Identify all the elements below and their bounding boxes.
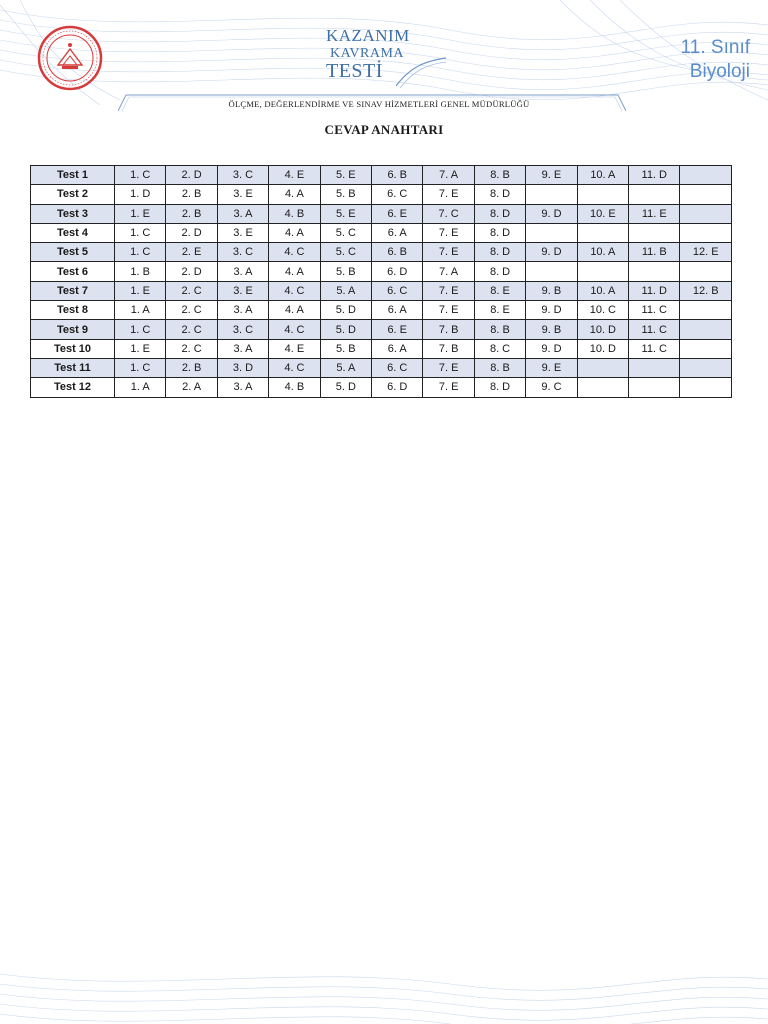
answer-cell: 7. B [423,320,474,339]
answer-cell [680,185,732,204]
agency-title: ÖLÇME, DEĞERLENDİRME VE SINAV HİZMETLERİ GENEL MÜDÜRLÜĞÜ [228,99,530,109]
answer-cell: 6. B [372,243,423,262]
answer-cell: 8. C [474,339,525,358]
answer-cell: 2. B [166,204,217,223]
answer-cell: 5. E [320,204,371,223]
logo-line-2: KAVRAMA [330,46,405,61]
answer-cell: 7. E [423,378,474,397]
answer-cell [577,378,628,397]
answer-cell: 1. D [115,185,166,204]
answer-cell: 3. E [217,185,268,204]
answer-cell: 8. B [474,166,525,185]
answer-cell: 8. D [474,378,525,397]
answer-cell: 9. D [526,301,577,320]
answer-cell: 1. E [115,281,166,300]
answer-cell: 8. D [474,243,525,262]
test-name-cell: Test 7 [31,281,115,300]
answer-cell: 7. A [423,166,474,185]
answer-cell: 6. A [372,223,423,242]
table-row [31,378,732,397]
answer-cell: 2. C [166,320,217,339]
answer-cell: 4. C [269,358,320,377]
answer-cell: 1. E [115,204,166,223]
answer-cell [577,358,628,377]
kazanim-kavrama-testi-logo [326,26,446,94]
answer-cell [680,166,732,185]
logo-line-3: TESTİ [326,60,383,82]
grade-subject-block [646,36,750,84]
answer-cell [577,185,628,204]
answer-cell: 10. A [577,166,628,185]
answer-cell: 11. D [629,281,680,300]
answer-cell: 2. C [166,301,217,320]
test-name-cell: Test 4 [31,223,115,242]
test-name-cell: Test 8 [31,301,115,320]
answer-cell: 1. E [115,339,166,358]
table-row [31,185,732,204]
answer-cell: 9. B [526,281,577,300]
table-row [31,339,732,358]
answer-cell: 6. D [372,262,423,281]
answer-cell: 3. D [217,358,268,377]
answer-cell [629,378,680,397]
answer-cell: 5. A [320,358,371,377]
answer-cell: 4. C [269,281,320,300]
answer-cell: 3. C [217,243,268,262]
footer-wave-background [0,964,768,1024]
answer-key-body [31,166,732,398]
answer-cell: 12. B [680,281,732,300]
answer-cell: 7. E [423,185,474,204]
answer-cell: 1. A [115,378,166,397]
table-row [31,262,732,281]
answer-cell: 8. E [474,301,525,320]
table-row [31,223,732,242]
answer-cell: 4. C [269,320,320,339]
answer-cell [680,378,732,397]
answer-cell: 5. B [320,185,371,204]
answer-cell: 11. E [629,204,680,223]
page-title: CEVAP ANAHTARI [324,122,444,137]
answer-cell: 7. C [423,204,474,223]
test-name-cell: Test 1 [31,166,115,185]
test-name-cell: Test 5 [31,243,115,262]
answer-cell: 2. D [166,166,217,185]
answer-cell: 4. B [269,204,320,223]
answer-cell: 5. C [320,243,371,262]
answer-cell: 8. B [474,358,525,377]
answer-cell: 11. C [629,339,680,358]
logo-line-1: KAZANIM [326,26,410,45]
test-name-cell: Test 10 [31,339,115,358]
answer-cell: 6. A [372,301,423,320]
test-name-cell: Test 12 [31,378,115,397]
table-row [31,166,732,185]
answer-cell: 7. A [423,262,474,281]
answer-cell [526,262,577,281]
answer-cell: 4. C [269,243,320,262]
answer-cell: 6. C [372,281,423,300]
answer-cell: 4. B [269,378,320,397]
answer-cell: 8. D [474,223,525,242]
answer-cell: 9. D [526,243,577,262]
answer-cell [680,301,732,320]
answer-cell: 12. E [680,243,732,262]
answer-key-table [30,165,732,398]
answer-cell: 9. C [526,378,577,397]
grade-label: 11. Sınıf [680,37,750,58]
answer-cell: 3. C [217,166,268,185]
answer-cell: 11. C [629,301,680,320]
answer-cell: 5. C [320,223,371,242]
answer-cell: 6. D [372,378,423,397]
answer-cell: 3. A [217,378,268,397]
answer-cell: 8. E [474,281,525,300]
answer-cell: 4. E [269,166,320,185]
answer-cell: 8. D [474,185,525,204]
answer-cell: 5. D [320,320,371,339]
answer-cell [577,223,628,242]
answer-cell: 2. D [166,262,217,281]
answer-cell [680,262,732,281]
ministry-seal-icon [37,25,103,91]
answer-cell: 2. D [166,223,217,242]
answer-cell: 10. A [577,243,628,262]
answer-cell: 11. C [629,320,680,339]
answer-cell: 8. D [474,204,525,223]
test-name-cell: Test 2 [31,185,115,204]
answer-cell: 3. C [217,320,268,339]
table-row [31,320,732,339]
answer-cell: 1. C [115,358,166,377]
answer-cell: 9. B [526,320,577,339]
answer-cell: 7. E [423,281,474,300]
answer-cell: 4. A [269,262,320,281]
answer-cell [577,262,628,281]
answer-cell: 6. E [372,320,423,339]
answer-cell [629,358,680,377]
answer-cell: 8. D [474,262,525,281]
test-name-cell: Test 11 [31,358,115,377]
test-name-cell: Test 6 [31,262,115,281]
subject-label: Biyoloji [689,61,750,82]
answer-cell: 3. A [217,204,268,223]
answer-cell: 4. A [269,223,320,242]
test-name-cell: Test 9 [31,320,115,339]
answer-cell: 7. E [423,358,474,377]
answer-cell [680,223,732,242]
answer-cell: 8. B [474,320,525,339]
answer-cell: 3. E [217,281,268,300]
answer-cell: 11. B [629,243,680,262]
answer-cell: 10. C [577,301,628,320]
answer-cell [526,223,577,242]
answer-cell: 2. A [166,378,217,397]
answer-cell: 5. E [320,166,371,185]
answer-cell: 1. C [115,243,166,262]
answer-cell: 5. D [320,378,371,397]
answer-cell: 7. E [423,223,474,242]
answer-cell: 6. E [372,204,423,223]
table-row [31,281,732,300]
answer-cell: 1. C [115,166,166,185]
answer-cell: 3. E [217,223,268,242]
answer-cell [680,204,732,223]
answer-cell: 3. A [217,339,268,358]
answer-cell: 2. C [166,281,217,300]
answer-cell: 4. A [269,185,320,204]
answer-cell: 1. A [115,301,166,320]
answer-cell: 7. B [423,339,474,358]
answer-cell: 6. C [372,185,423,204]
answer-cell: 2. C [166,339,217,358]
logo-swoosh-icon [396,56,446,90]
answer-cell: 10. A [577,281,628,300]
answer-cell: 9. D [526,339,577,358]
answer-cell: 7. E [423,301,474,320]
answer-cell: 3. A [217,262,268,281]
answer-cell [680,320,732,339]
answer-cell: 2. E [166,243,217,262]
answer-cell: 6. B [372,166,423,185]
answer-cell: 1. C [115,223,166,242]
answer-cell: 11. D [629,166,680,185]
answer-cell [680,358,732,377]
answer-cell: 5. A [320,281,371,300]
answer-cell: 7. E [423,243,474,262]
answer-cell: 2. B [166,358,217,377]
answer-cell: 6. C [372,358,423,377]
answer-cell: 6. A [372,339,423,358]
answer-cell: 10. D [577,320,628,339]
table-row [31,358,732,377]
answer-cell [629,223,680,242]
answer-cell: 5. B [320,262,371,281]
answer-cell [680,339,732,358]
answer-cell: 9. D [526,204,577,223]
test-name-cell: Test 3 [31,204,115,223]
answer-cell: 10. E [577,204,628,223]
answer-cell [629,262,680,281]
answer-cell [526,185,577,204]
table-row [31,204,732,223]
answer-cell: 2. B [166,185,217,204]
answer-cell: 5. D [320,301,371,320]
table-row [31,301,732,320]
answer-cell: 1. C [115,320,166,339]
answer-cell: 10. D [577,339,628,358]
answer-cell [629,185,680,204]
answer-cell: 9. E [526,166,577,185]
answer-cell: 4. A [269,301,320,320]
answer-cell: 4. E [269,339,320,358]
answer-cell: 9. E [526,358,577,377]
answer-cell: 3. A [217,301,268,320]
answer-cell: 5. B [320,339,371,358]
answer-cell: 1. B [115,262,166,281]
table-row [31,243,732,262]
